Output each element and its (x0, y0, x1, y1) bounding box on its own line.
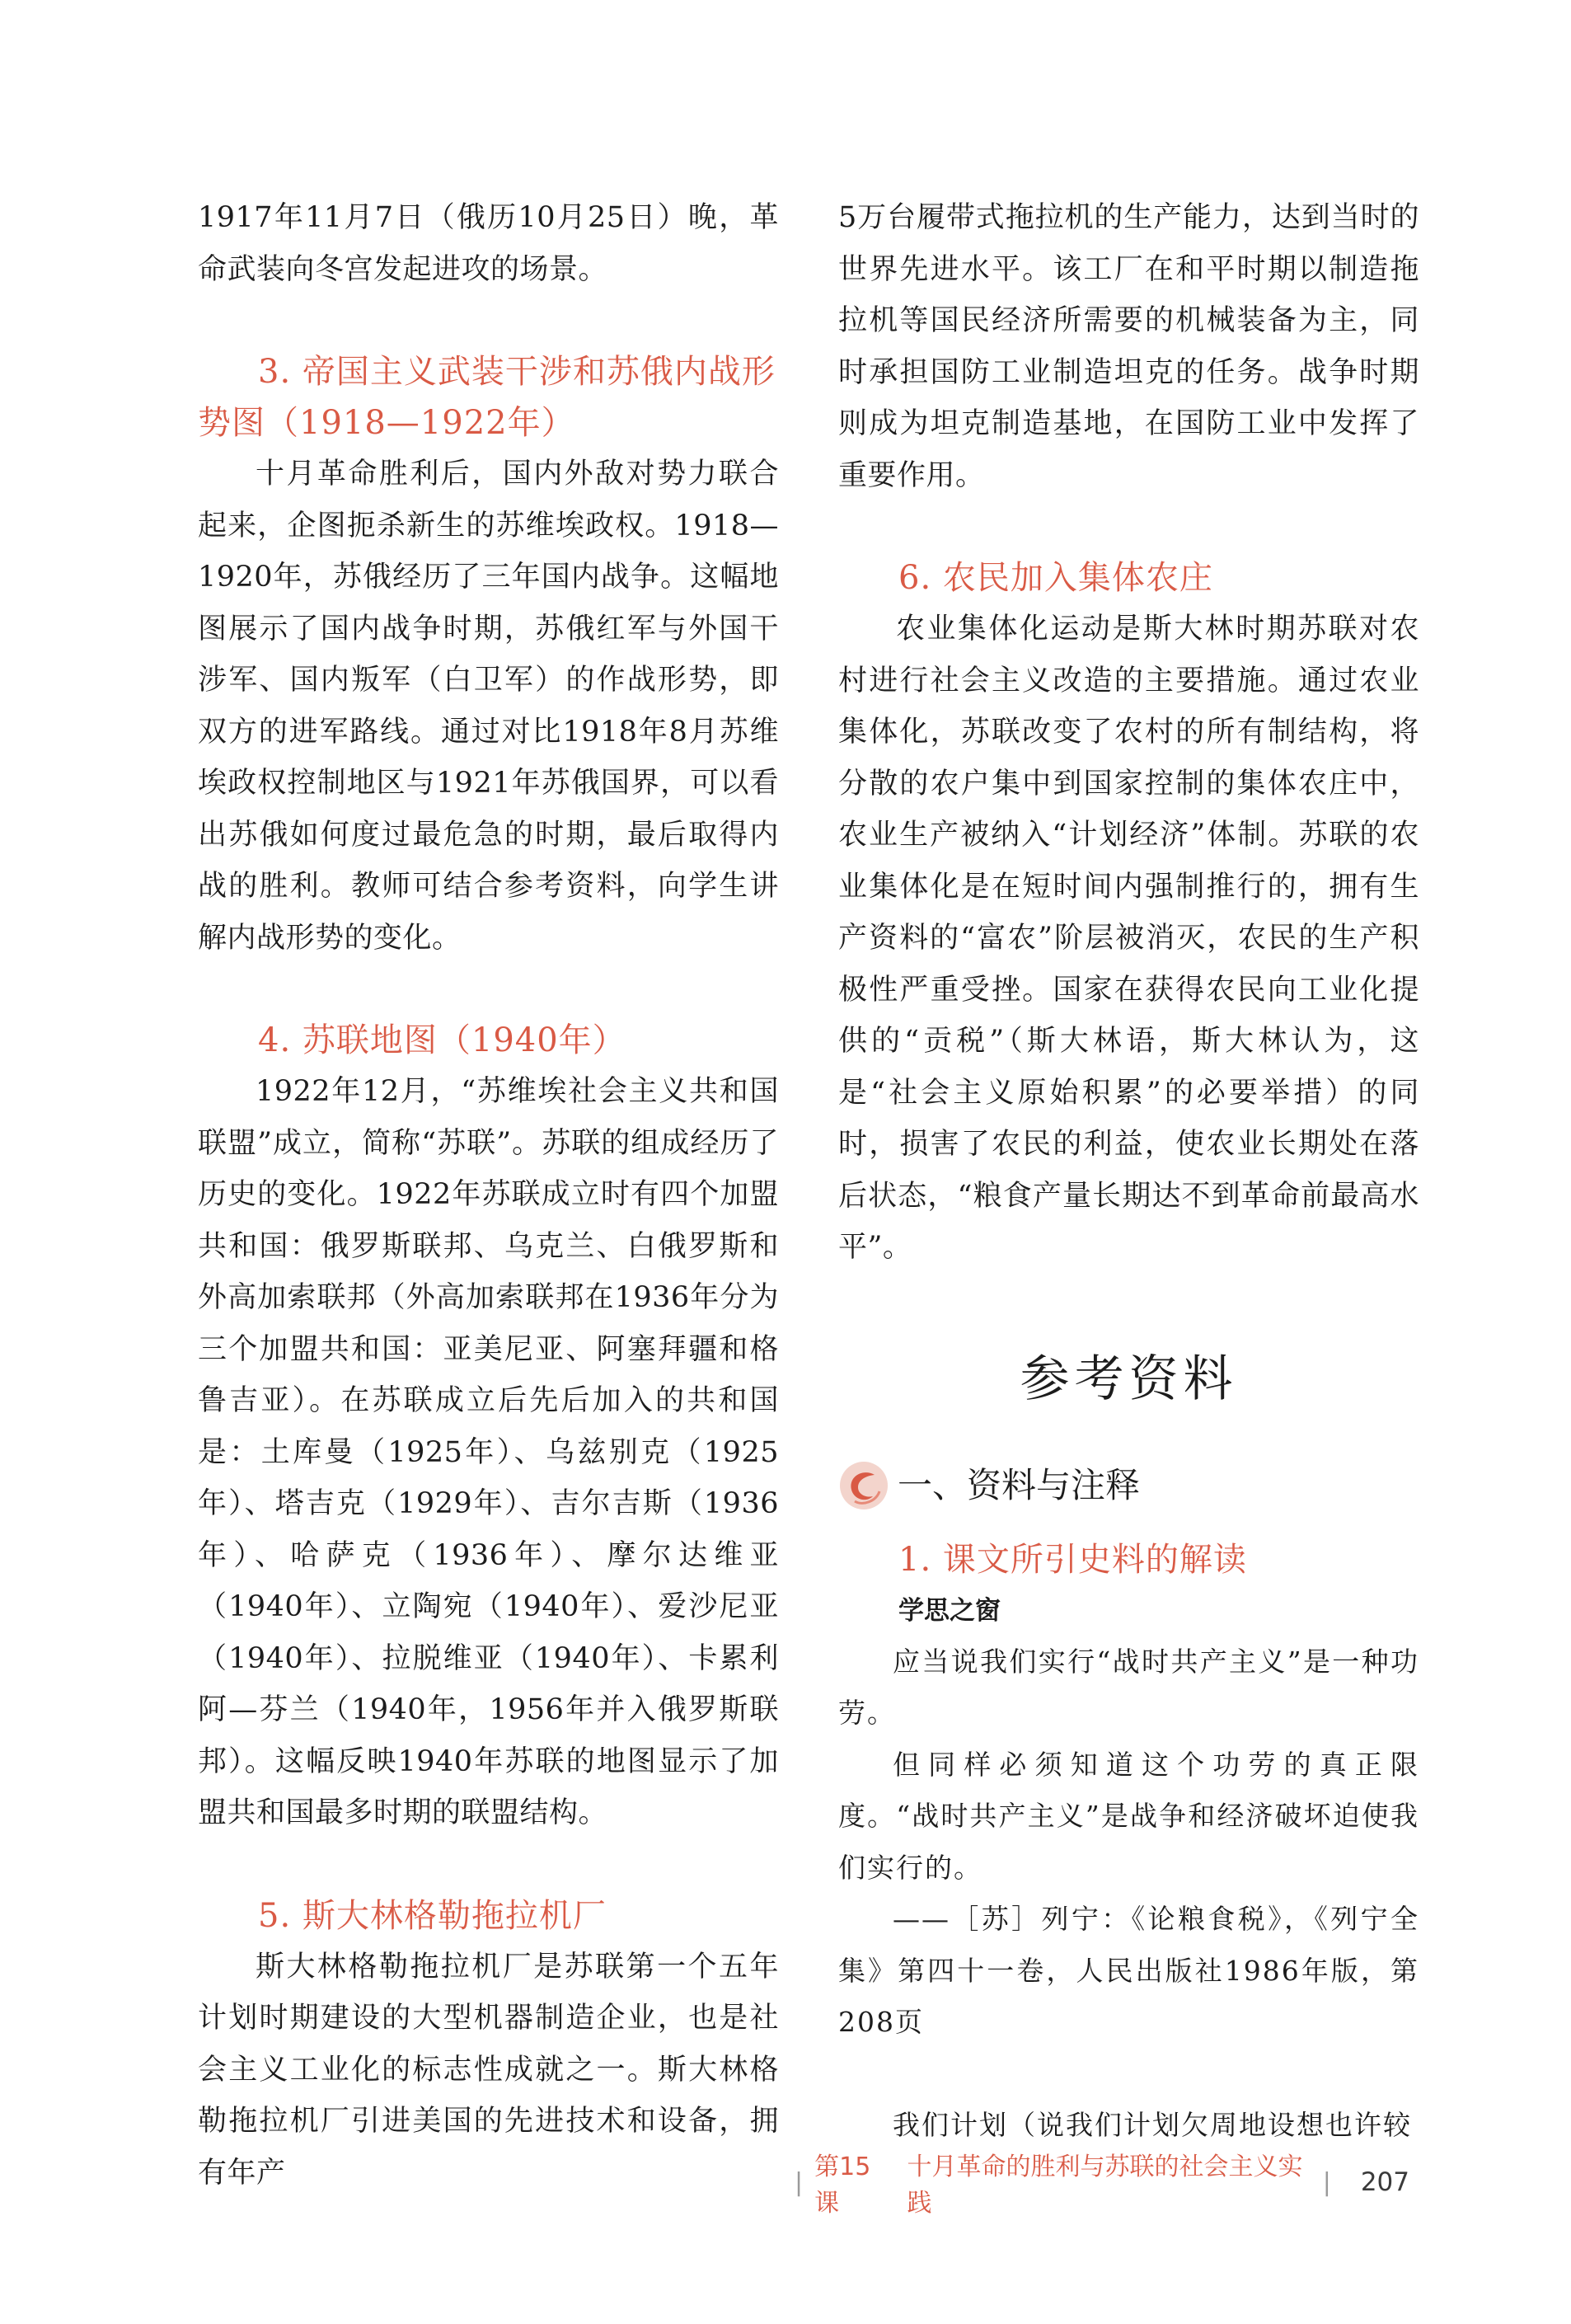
page-number: 207 (1360, 2167, 1409, 2197)
footer-title: 十月革命的胜利与苏联的社会主义实践 (907, 2153, 1303, 2218)
continued-paragraph: 5万台履带式拖拉机的生产能力，达到当时的世界先进水平。该工厂在和平时期以制造拖拉机等国民经济所需要的机械装备为主，同时承担国防工业制造坦克的任务。战争时期则成为坦克制造基地，在国防工业中发挥了重要作用。 (838, 201, 1419, 492)
quote-1: 应当说我们实行“战时共产主义”是一种功劳。 (838, 1645, 1419, 1729)
section-4-body: 1922年12月，“苏维埃社会主义共和国联盟”成立，简称“苏联”。苏联的组成经历了历史的变化。1922年苏联成立时有四个加盟共和国：俄罗斯联邦、乌克兰、白俄罗斯和外高加索联邦（外高加索联邦在1936年分为三个加盟共和国：亚美尼亚、阿塞拜疆和格鲁吉亚）。在苏联成立后先后加入的共和国是：土库曼（1925年）、乌兹别克（1925年）、塔吉克（1929年）、吉尔吉斯（1936年）、哈萨克（1936年）、摩尔达维亚（1940年）、立陶宛（1940年）、爱沙尼亚（1940年）、拉脱维亚（1940年）、卡累利阿—芬兰（1940年，1956年并入俄罗斯联邦）。这幅反映1940年苏联的地图显示了加盟共和国最多时期的联盟结构。 (198, 1075, 779, 1829)
footer-lesson: 第15课 (814, 2153, 871, 2218)
reference-heading: 参考资料 (1020, 1350, 1238, 1408)
box-label: 学思之窗 (898, 1595, 1001, 1626)
intro-paragraph: 1917年11月7日（俄历10月25日）晚，革命武装向冬宫发起进攻的场景。 (198, 201, 779, 286)
section-6-body: 农业集体化运动是斯大林时期苏联对农村进行社会主义改造的主要措施。通过农业集体化，苏联改变了农村的所有制结构，将分散的农户集中到国家控制的集体农庄中，农业生产被纳入“计划经济”体制。苏联的农业集体化是在短时间内强制推行的，拥有生产资料的“富农”阶层被消灭，农民的生产积极性严重受挫。国家在获得农民向工业化提供的“贡税”（斯大林语，斯大林认为，这是“社会主义原始积累”的必要举措）的同时，损害了农民的利益，使农业长期处在落后状态，“粮食产量长期达不到革命前最高水平”。 (838, 613, 1419, 1264)
quote-2: 但同样必须知道这个功劳的真正限度。“战时共产主义”是战争和经济破坏迫使我们实行的。 (838, 1748, 1419, 1884)
page-footer (783, 2153, 1409, 2218)
section-5-title: 5. 斯大林格勒拖拉机厂 (258, 1896, 607, 1935)
citation: ——［苏］列宁：《论粮食税》，《列宁全集》第四十一卷，人民出版社1986年版，第208页 (838, 1903, 1419, 2038)
footer-divider-right: | (1322, 2167, 1331, 2197)
section-6-title: 6. 农民加入集体农庄 (898, 559, 1213, 597)
section-3-title: 3. 帝国主义武装干涉和苏俄内战形势图（1918—1922年） (198, 353, 776, 442)
section-4-title: 4. 苏联地图（1940年） (258, 1021, 626, 1059)
quote-3: 我们计划（说我们计划欠周地设想也许较 (893, 2108, 1412, 2141)
materials-subheading (838, 1457, 1419, 1514)
section-1-title: 1. 课文所引史料的解读 (898, 1540, 1247, 1579)
subheading-text: 一、资料与注释 (898, 1464, 1141, 1505)
section-5-body: 斯大林格勒拖拉机厂是苏联第一个五年计划时期建设的大型机器制造企业，也是社会主义工业化的标志性成就之一。斯大林格勒拖拉机厂引进美国的先进技术和设备，拥有年产 (198, 1950, 779, 2190)
left-column (198, 192, 779, 2199)
footer-divider-left: | (795, 2167, 804, 2197)
swirl-icon (838, 1460, 889, 1511)
section-3-body: 十月革命胜利后，国内外敌对势力联合起来，企图扼杀新生的苏维埃政权。1918—1920年，苏俄经历了三年国内战争。这幅地图展示了国内战争时期，苏俄红军与外国干涉军、国内叛军（白卫军）的作战形势，即双方的进军路线。通过对比1918年8月苏维埃政权控制地区与1921年苏俄国界，可以看出苏俄如何度过最危急的时期，最后取得内战的胜利。教师可结合参考资料，向学生讲解内战形势的变化。 (198, 458, 779, 955)
right-column (838, 192, 1419, 2151)
